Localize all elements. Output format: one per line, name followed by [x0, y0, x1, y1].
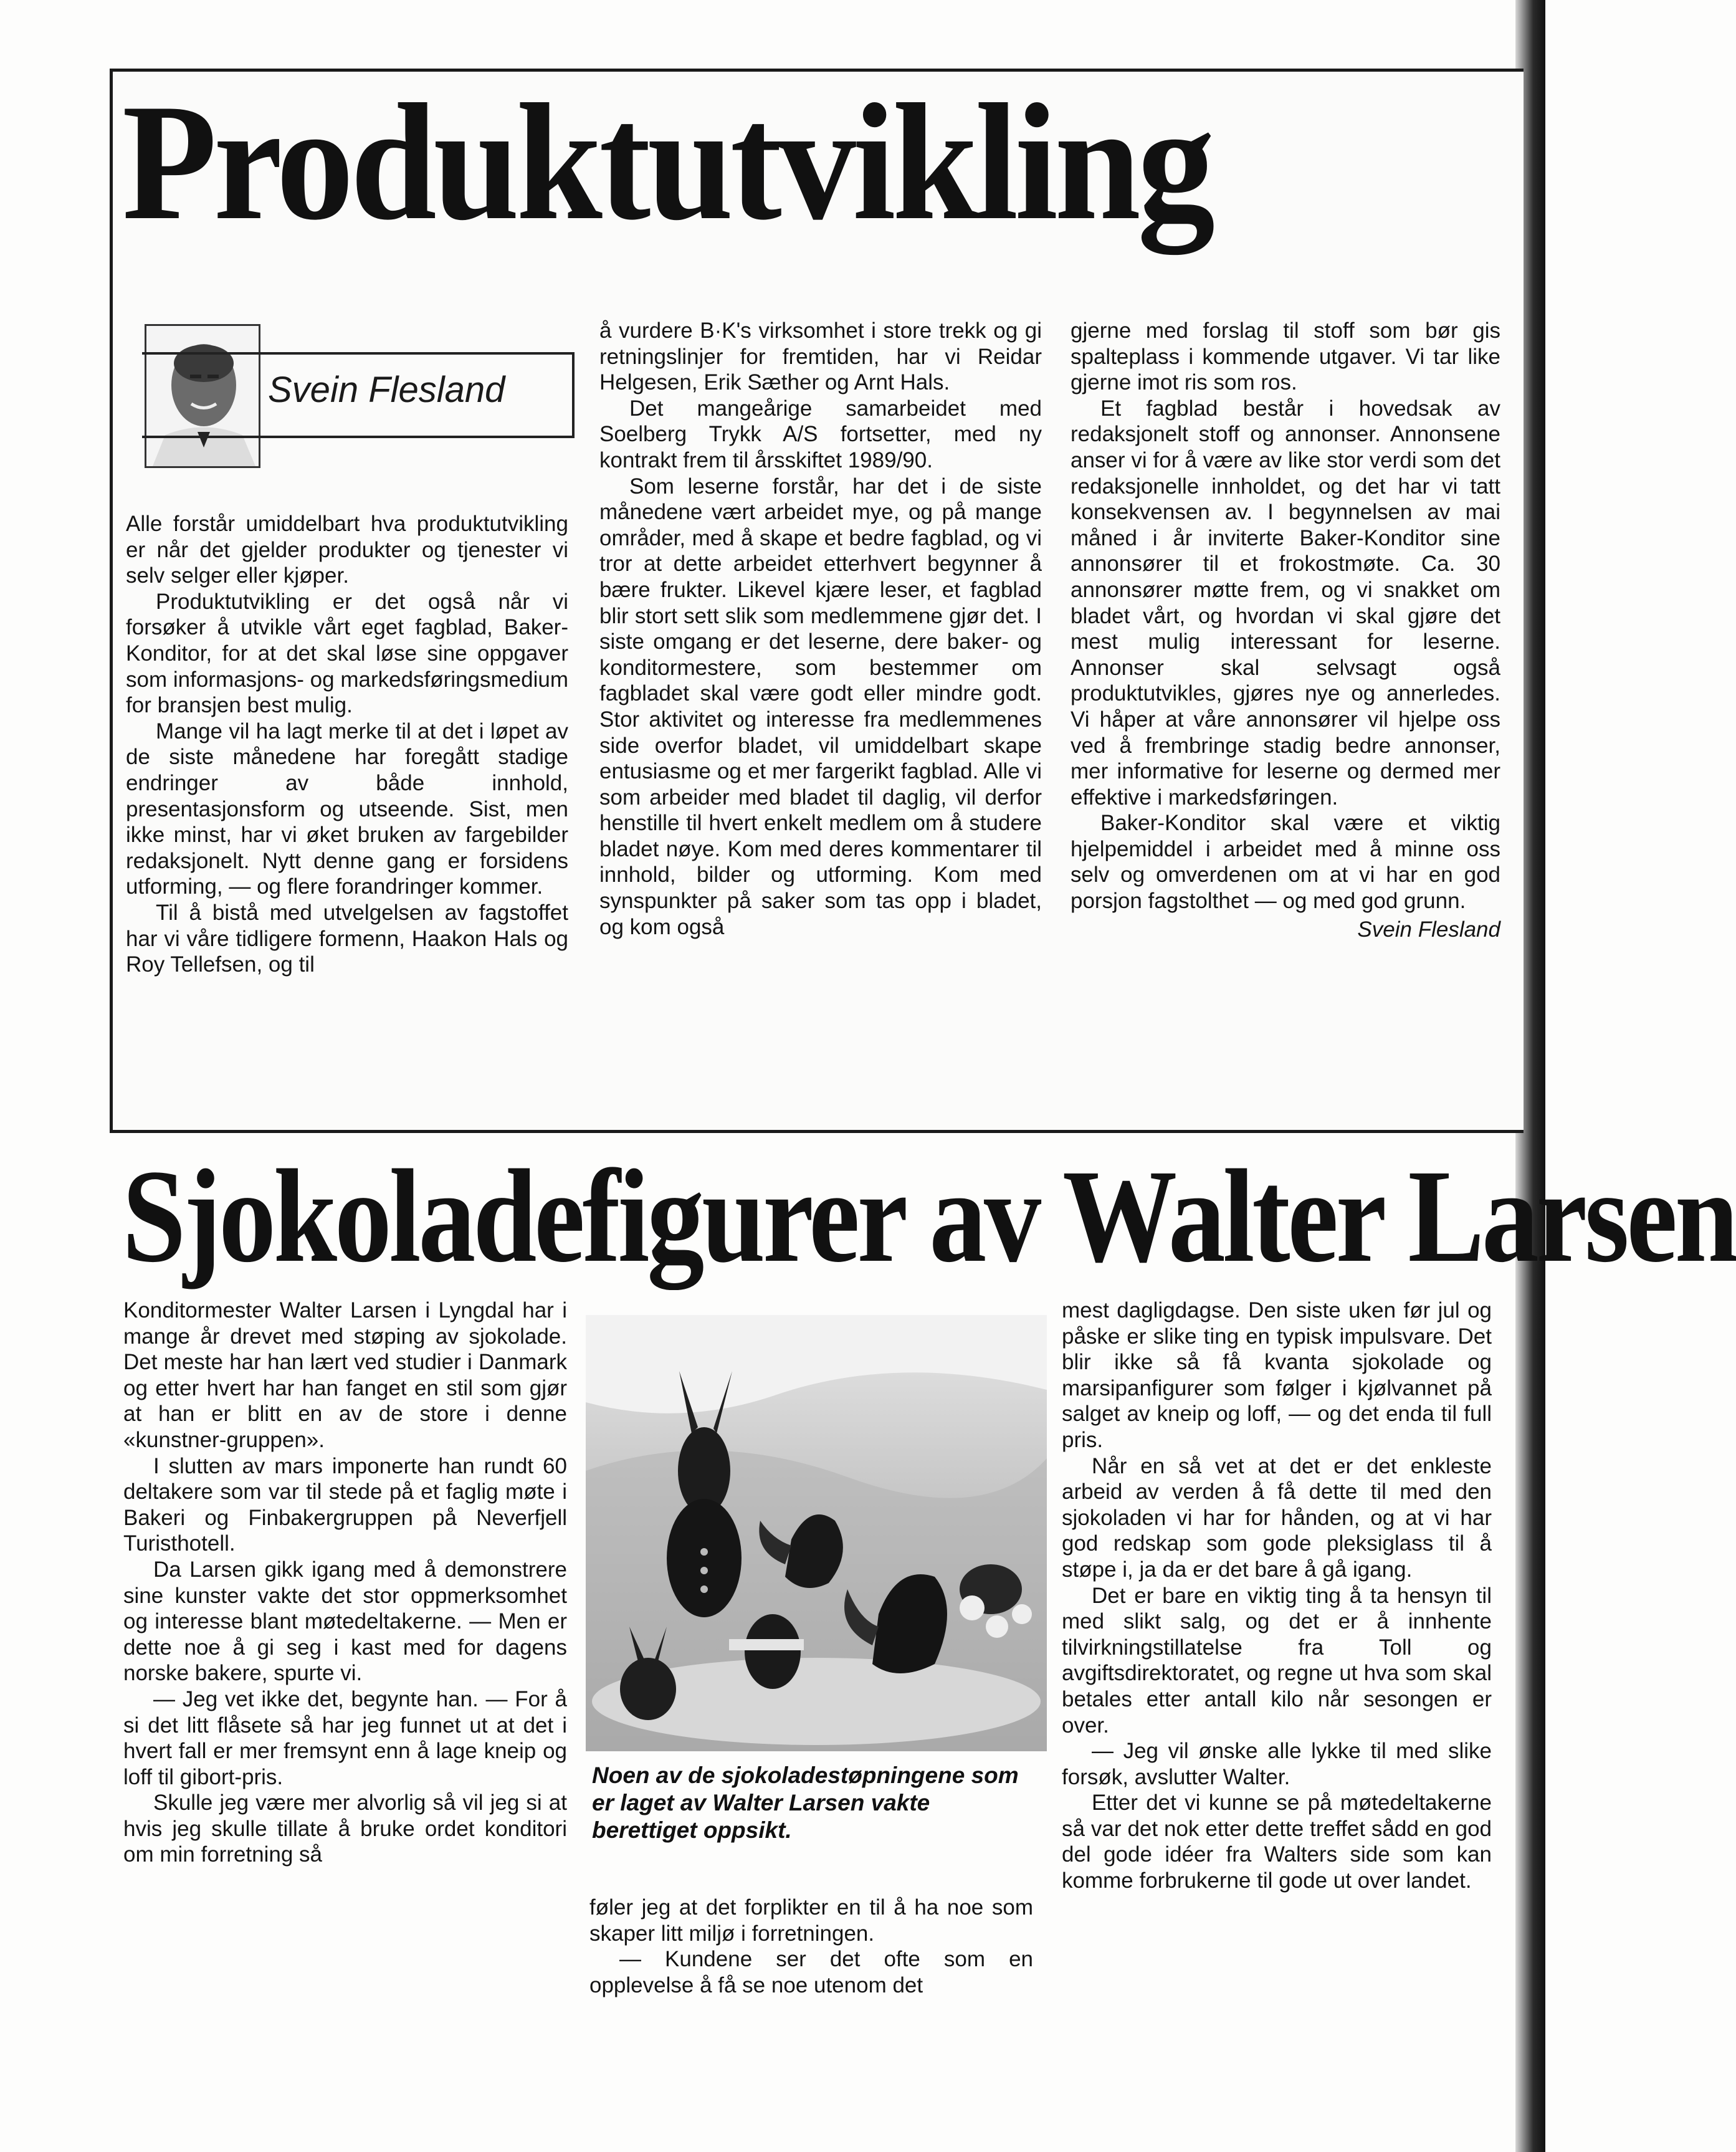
photo-caption: Noen av de sjokoladestøpningene som er laget av Walter Larsen vakte berettiget oppsikt. — [592, 1762, 1019, 1843]
paragraph: å vurdere B·K's virksomhet i store trekk og gi retningslinjer for fremtiden, har vi Reidar Helgesen, Erik Sæther og Arnt Hals. — [599, 318, 1042, 395]
paragraph: gjerne med forslag til stoff som bør gis spalteplass i kommende utgaver. Vi tar like gjerne imot ris som ros. — [1071, 318, 1500, 395]
headline-produktutvikling: Produktutvikling — [122, 69, 1212, 254]
paragraph: Alle forstår umiddelbart hva produktutvikling er når det gjelder produkter og tjenester vi selv selger eller kjøper. — [126, 512, 568, 588]
paragraph: — Jeg vet ikke det, begynte han. — For å si det litt flåsete så har jeg funnet ut at det i hvert fall er mer fremsynt enn å lage kneip og loff til gibort-pris. — [123, 1686, 567, 1789]
paragraph: Til å bistå med utvelgelsen av fagstoffet har vi våre tidligere formenn, Haakon Hals og Roy Tellefsen, og til — [126, 900, 568, 977]
article2-column-2 — [589, 1895, 1033, 1998]
headline-sjokoladefigurer: Sjokoladefigurer av Walter Larsen — [122, 1142, 1736, 1290]
signature: Svein Flesland — [1357, 917, 1500, 942]
article1-column-2 — [599, 318, 1042, 940]
paragraph: Konditormester Walter Larsen i Lyngdal har i mange år drevet med støping av sjokolade. Det meste har han lært ved studier i Danmark og etter hvert har han fanget en stil som gjør at han er blitt en av de store i denne «kunstner-gruppen». — [123, 1298, 567, 1452]
paragraph: — Jeg vil ønske alle lykke til med slike forsøk, avslutter Walter. — [1062, 1739, 1492, 1789]
article2-column-1 — [123, 1298, 567, 1868]
paragraph: — Kundene ser det ofte som en opplevelse å få se noe utenom det — [589, 1947, 1033, 1997]
article1-column-3 — [1071, 318, 1500, 942]
paragraph: mest dagligdagse. Den siste uken før jul og påske er slike ting en typisk impulsvare. Det blir ikke så få kvanta sjokolade og marsipanfigurer som følger i kjølvannet på salget av kneip og loff, — og det enda til full pris. — [1062, 1298, 1492, 1452]
paragraph: Det er bare en viktig ting å ta hensyn til med slikt salg, og det er å innhente tilvirkningstillatelse fra Toll og avgiftsdirektoratet, og regne ut hva som skal betales etter antall kilo når sesongen er over. — [1062, 1583, 1492, 1738]
paragraph: Skulle jeg være mer alvorlig så vil jeg si at hvis jeg skulle tillate å bruke ordet konditori om min forretning så — [123, 1791, 567, 1867]
paragraph: Som leserne forstår, har det i de siste månedene vært arbeidet mye, og på mange områder, med å skape et bedre fagblad, og vi tror at dette arbeidet etterhvert begynner å bære frukter. Likevel kjære leser, et fagblad blir stort sett slik som medlemmene gjør det. I siste omgang er det leserne, dere baker- og konditormestere, som bestemmer om fagbladet skal være godt eller mindre godt. Stor aktivitet og interesse fra medlemmenes side overfor bladet, vil umiddelbart skape entusiasme og et mer fargerikt fagblad. Alle vi som arbeider med bladet til daglig, vil derfor henstille til hvert enkelt medlem om å studere bladet nøye. Kom med deres kommentarer til innhold, bilder og utforming. Kom med synspunkter på saker som tas opp i bladet, og kom også — [599, 474, 1042, 939]
paragraph: Et fagblad består i hovedsak av redaksjonelt stoff og annonser. Annonsene anser vi for å være av like stor verdi som det redaksjonelle innholdet, og det har vi tatt konsekvensen av. I begynnelsen av mai måned i år inviterte Baker-Konditor sine annonsører til et frokostmøte. Ca. 30 annonsører møtte frem, og vi snakket om bladet vårt, og hvordan vi skal gjøre det mest mulig interessant for leserne. Annonser skal selvsagt også produktutvikles, gjøres nye og annerledes. Vi håper at våre annonsører vil hjelpe oss ved å frembringe stadig bedre annonser, mer informative for leserne og dermed mer effektive i markedsføringen. — [1071, 396, 1500, 810]
paragraph: Mange vil ha lagt merke til at det i løpet av de siste månedene har foregått stadige endringer av både innhold, presentasjonsform og utseende. Sist, men ikke minst, har vi øket bruken av fargebilder redaksjonelt. Nytt denne gang er forsidens utforming, — og flere forandringer kommer. — [126, 719, 568, 899]
paragraph: Etter det vi kunne se på møtedeltakerne så var det nok etter dette treffet sådd en god del gode idéer fra Walters side som kan komme forbrukerne til gode ut over landet. — [1062, 1791, 1492, 1893]
chocolate-figures-photo — [586, 1315, 1047, 1751]
paragraph: Baker-Konditor skal være et viktig hjelpemiddel i arbeidet med å minne oss selv og omverdenen om at vi har en god porsjon fagstolthet — og med god grunn. — [1071, 811, 1500, 914]
paragraph: Når en så vet at det er det enkleste arbeid av verden å få dette til med den sjokoladen vi har for hånden, og at vi har god redskap som gode pleksiglass til å støpe i, ja da er det bare å gå igang. — [1062, 1453, 1492, 1582]
article2-column-3 — [1062, 1298, 1492, 1894]
byline-author: Svein Flesland — [268, 370, 505, 410]
article1-column-1 — [126, 511, 568, 978]
paragraph: Da Larsen gikk igang med å demonstrere sine kunster vakte det stor oppmerksomhet og interesse blant møtedeltakerne. — Men er dette noe å gi seg i kast med for dagens norske bakere, spurte vi. — [123, 1557, 567, 1686]
paragraph: Det mangeårige samarbeidet med Soelberg Trykk A/S fortsetter, med ny kontrakt frem til årsskiftet 1989/90. — [599, 396, 1042, 472]
paragraph: I slutten av mars imponerte han rundt 60 deltakere som var til stede på et faglig møte i Bakeri og Finbakergruppen på Neverfjell Turisthotell. — [123, 1453, 567, 1556]
paragraph: Produktutvikling er det også når vi forsøker å utvikle vårt eget fagblad, Baker-Konditor, for at det skal løse sine oppgaver som informasjons- og markedsføringsmedium for bransjen best mulig. — [126, 589, 568, 718]
paragraph: føler jeg at det forplikter en til å ha noe som skaper litt miljø i forretningen. — [589, 1895, 1033, 1946]
